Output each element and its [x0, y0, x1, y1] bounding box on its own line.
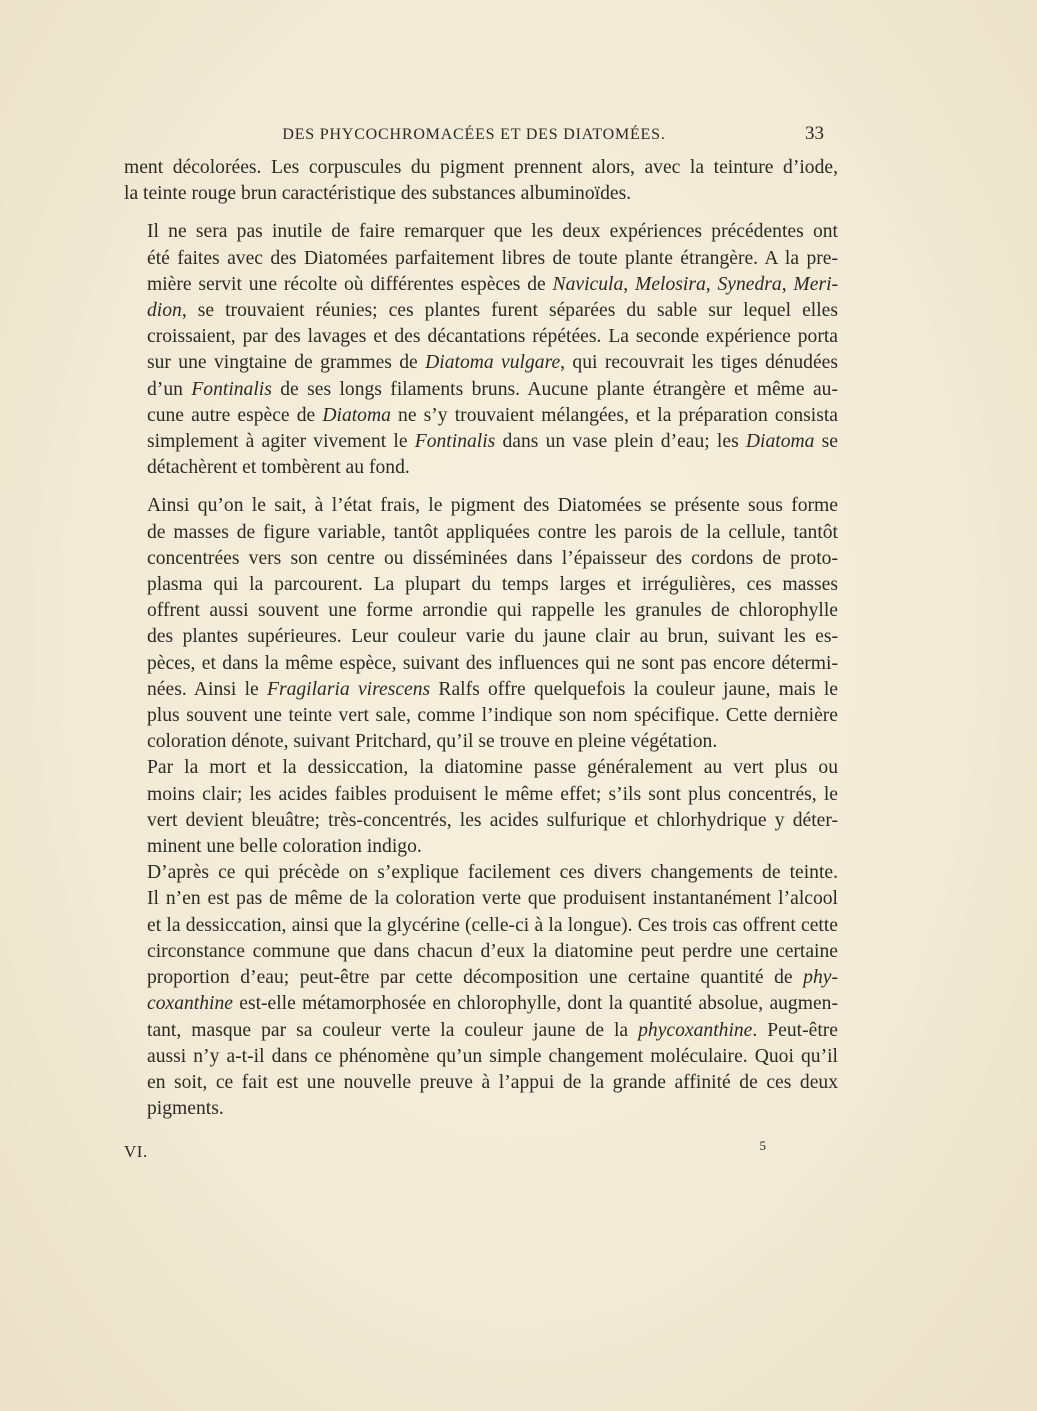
paragraph-dessication — [124, 755, 838, 860]
signature-mark: VI. — [124, 1142, 148, 1161]
text-line: aussi n’y a-t-il dans ce phénomène qu’un simple changement moléculaire. Quoi qu’il — [147, 1045, 838, 1067]
text-line: offrent aussi souvent une forme arrondie qui rappelle les granules de chlorophylle — [147, 600, 838, 622]
text-line: plasma qui la parcourent. La plupart du temps larges et irrégulières, ces masses — [147, 574, 838, 596]
text-line: vert devient bleuâtre; très-concentrés, les acides sulfurique et chlorhydrique y déter- — [147, 809, 838, 831]
page-header — [124, 123, 824, 150]
body-text — [124, 155, 838, 1122]
text-line: nées. Ainsi le Fragilaria virescens Ralfs offre quelquefois la couleur jaune, mais le — [147, 678, 839, 700]
text-line: été faites avec des Diatomées parfaitement libres de toute plante étrangère. A la pre- — [147, 247, 838, 269]
text-line: Par la mort et la dessiccation, la diatomine passe généralement au vert plus ou — [147, 757, 838, 779]
text-line: minent une belle coloration indigo. — [147, 836, 422, 858]
text-line: moins clair; les acides faibles produisent le même effet; s’ils sont plus concentrés, le — [147, 783, 838, 805]
text-line: dion, se trouvaient réunies; ces plantes furent séparées du sable sur lequel elles — [147, 300, 838, 322]
paragraph-experiments — [124, 219, 838, 481]
text-line: pèces, et dans la même espèce, suivant des influences qui ne sont pas encore détermi- — [147, 652, 838, 674]
text-line: la teinte rouge brun caractéristique des substances albuminoïdes. — [124, 183, 632, 205]
text-line: coloration dénote, suivant Pritchard, qu’il se trouve en pleine végétation. — [147, 731, 718, 753]
text-line: concentrées vers son centre ou disséminées dans l’épaisseur des cordons de proto- — [147, 547, 838, 569]
text-line: proportion d’eau; peut-être par cette décomposition une certaine quantité de phy- — [147, 967, 838, 989]
text-line: Il n’en est pas de même de la coloration verte que produisent instantanément l’alcool — [147, 888, 838, 910]
text-line: cune autre espèce de Diatoma ne s’y trouvaient mélangées, et la préparation consista — [147, 404, 838, 426]
text-line: pigments. — [147, 1098, 224, 1120]
text-line: mière servit une récolte où différentes espèces de Navicula, Melosira, Synedra, Meri- — [147, 273, 839, 295]
running-head: DES PHYCOCHROMACÉES ET DES DIATOMÉES. — [282, 126, 666, 143]
paragraph-continuation — [124, 155, 838, 207]
paragraph-pigment-forms — [124, 493, 838, 755]
text-line: tant, masque par sa couleur verte la couleur jaune de la phycoxanthine. Peut-être — [147, 1019, 838, 1041]
text-line: et la dessiccation, ainsi que la glycérine (celle-ci à la longue). Ces trois cas offrent cette — [147, 914, 838, 936]
text-line: D’après ce qui précède on s’explique facilement ces divers changements de teinte. — [147, 862, 838, 884]
text-line: plus souvent une teinte vert sale, comme l’indique son nom spécifique. Cette dernière — [147, 705, 838, 727]
page-footer — [124, 1138, 824, 1166]
sheet-number: 5 — [759, 1138, 766, 1153]
text-line: ment décolorées. Les corpuscules du pigment prennent alors, avec la teinture d’iode, — [124, 157, 838, 178]
text-line: Il ne sera pas inutile de faire remarquer que les deux expériences précédentes ont — [147, 221, 838, 243]
page-number: 33 — [805, 123, 824, 144]
text-line: Ainsi qu’on le sait, à l’état frais, le pigment des Diatomées se présente sous forme — [147, 495, 838, 517]
text-line: des plantes supérieures. Leur couleur varie du jaune clair au brun, suivant les es- — [147, 626, 838, 648]
paragraph-explanation — [124, 860, 838, 1122]
text-line: croissaient, par des lavages et des décantations répétées. La seconde expérience porta — [147, 326, 838, 348]
text-line: en soit, ce fait est une nouvelle preuve à l’appui de la grande affinité de ces deux — [147, 1071, 838, 1093]
text-line: de masses de figure variable, tantôt appliquées contre les parois de la cellule, tantôt — [147, 521, 838, 543]
text-line: sur une vingtaine de grammes de Diatoma vulgare, qui recouvrait les tiges dénudées — [147, 352, 838, 374]
text-line: détachèrent et tombèrent au fond. — [147, 457, 410, 479]
text-line: coxanthine est-elle métamorphosée en chlorophylle, dont la quantité absolue, augmen- — [147, 993, 838, 1015]
text-line: circonstance commune que dans chacun d’eux la diatomine peut perdre une certaine — [147, 940, 838, 962]
text-line: simplement à agiter vivement le Fontinalis dans un vase plein d’eau; les Diatoma se — [147, 431, 838, 453]
text-line: d’un Fontinalis de ses longs filaments bruns. Aucune plante étrangère et même au- — [147, 378, 838, 400]
